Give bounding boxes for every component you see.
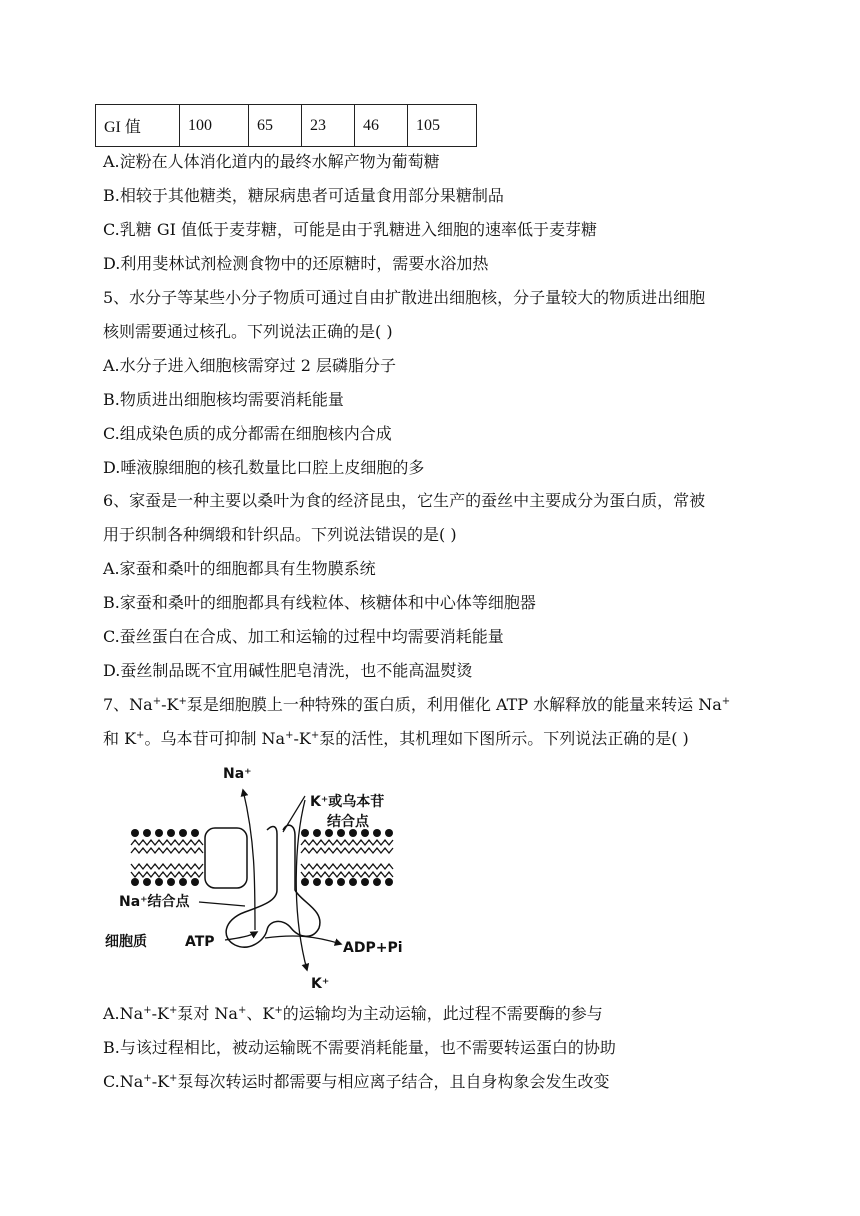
q5-option-d: D.唾液腺细胞的核孔数量比口腔上皮细胞的多: [103, 458, 425, 477]
adp-arrow: [265, 936, 341, 944]
gi-table: [95, 104, 477, 147]
q7-stem-line-1: 7、Na+-K+泵是细胞膜上一种特殊的蛋白质，利用催化 ATP 水解释放的能量来转运 Na+: [103, 695, 731, 714]
q5-stem-line-1: 5、水分子等某些小分子物质可通过自由扩散进出细胞核，分子量较大的物质进出细胞: [103, 288, 706, 307]
q6-option-c: C.蚕丝蛋白在合成、加工和运输的过程中均需要消耗能量: [103, 627, 504, 646]
k-site-label-line-1: K⁺或乌本苷: [310, 794, 385, 810]
q4-option-c: C.乳糖 GI 值低于麦芽糖，可能是由于乳糖进入细胞的速率低于麦芽糖: [103, 220, 598, 239]
q4-option-b: B.相较于其他糖类，糖尿病患者可适量食用部分果糖制品: [103, 186, 504, 205]
k-bottom-label: K⁺: [311, 976, 330, 990]
q4-option-a: A.淀粉在人体消化道内的最终水解产物为葡萄糖: [103, 152, 440, 171]
table-cell: 65: [249, 105, 302, 147]
table-row: [96, 105, 477, 147]
cytoplasm-label: 细胞质: [105, 934, 147, 950]
table-header-cell: GI 值: [96, 105, 180, 147]
table-cell: 23: [302, 105, 355, 147]
q4-option-d: D.利用斐林试剂检测食物中的还原糖时，需要水浴加热: [103, 254, 489, 273]
q7-stem-line-2: 和 K+。乌本苷可抑制 Na+-K+泵的活性，其机理如下图所示。下列说法正确的是( ): [103, 729, 689, 748]
q7-option-a: A.Na+-K+泵对 Na+、K+的运输均为主动运输，此过程不需要酶的参与: [103, 1004, 603, 1023]
q5-option-b: B.物质进出细胞核均需要消耗能量: [103, 390, 344, 409]
q6-option-a: A.家蚕和桑叶的细胞都具有生物膜系统: [103, 559, 376, 578]
atp-label: ATP: [185, 934, 215, 950]
membrane-left: [131, 829, 203, 886]
adp-label: ADP+Pi: [343, 940, 403, 956]
sodium-potassium-pump-diagram: [105, 760, 415, 990]
na-top-label: Na⁺: [223, 766, 252, 782]
q7-option-b: B.与该过程相比，被动运输既不需要消耗能量，也不需要转运蛋白的协助: [103, 1038, 616, 1057]
q6-stem-line-2: 用于织制各种绸缎和针织品。下列说法错误的是( ): [103, 525, 457, 544]
channel-protein: [205, 828, 247, 888]
q6-stem-line-1: 6、家蚕是一种主要以桑叶为食的经济昆虫，它生产的蚕丝中主要成分为蛋白质，常被: [103, 491, 706, 510]
q6-option-d: D.蚕丝制品既不宜用碱性肥皂清洗，也不能高温熨烫: [103, 661, 473, 680]
na-site-pointer: [199, 902, 245, 906]
q5-option-a: A.水分子进入细胞核需穿过 2 层磷脂分子: [103, 356, 396, 375]
membrane-right: [301, 829, 393, 886]
table-cell: 100: [180, 105, 249, 147]
q7-option-c: C.Na+-K+泵每次转运时都需要与相应离子结合，且自身构象会发生改变: [103, 1072, 610, 1091]
q5-stem-line-2: 核则需要通过核孔。下列说法正确的是( ): [103, 322, 393, 341]
na-site-label: Na⁺结合点: [119, 894, 190, 910]
table-cell: 105: [408, 105, 477, 147]
q6-option-b: B.家蚕和桑叶的细胞都具有线粒体、核糖体和中心体等细胞器: [103, 593, 536, 612]
q5-option-c: C.组成染色质的成分都需在细胞核内合成: [103, 424, 392, 443]
k-site-label-line-2: 结合点: [327, 814, 369, 830]
table-cell: 46: [355, 105, 408, 147]
